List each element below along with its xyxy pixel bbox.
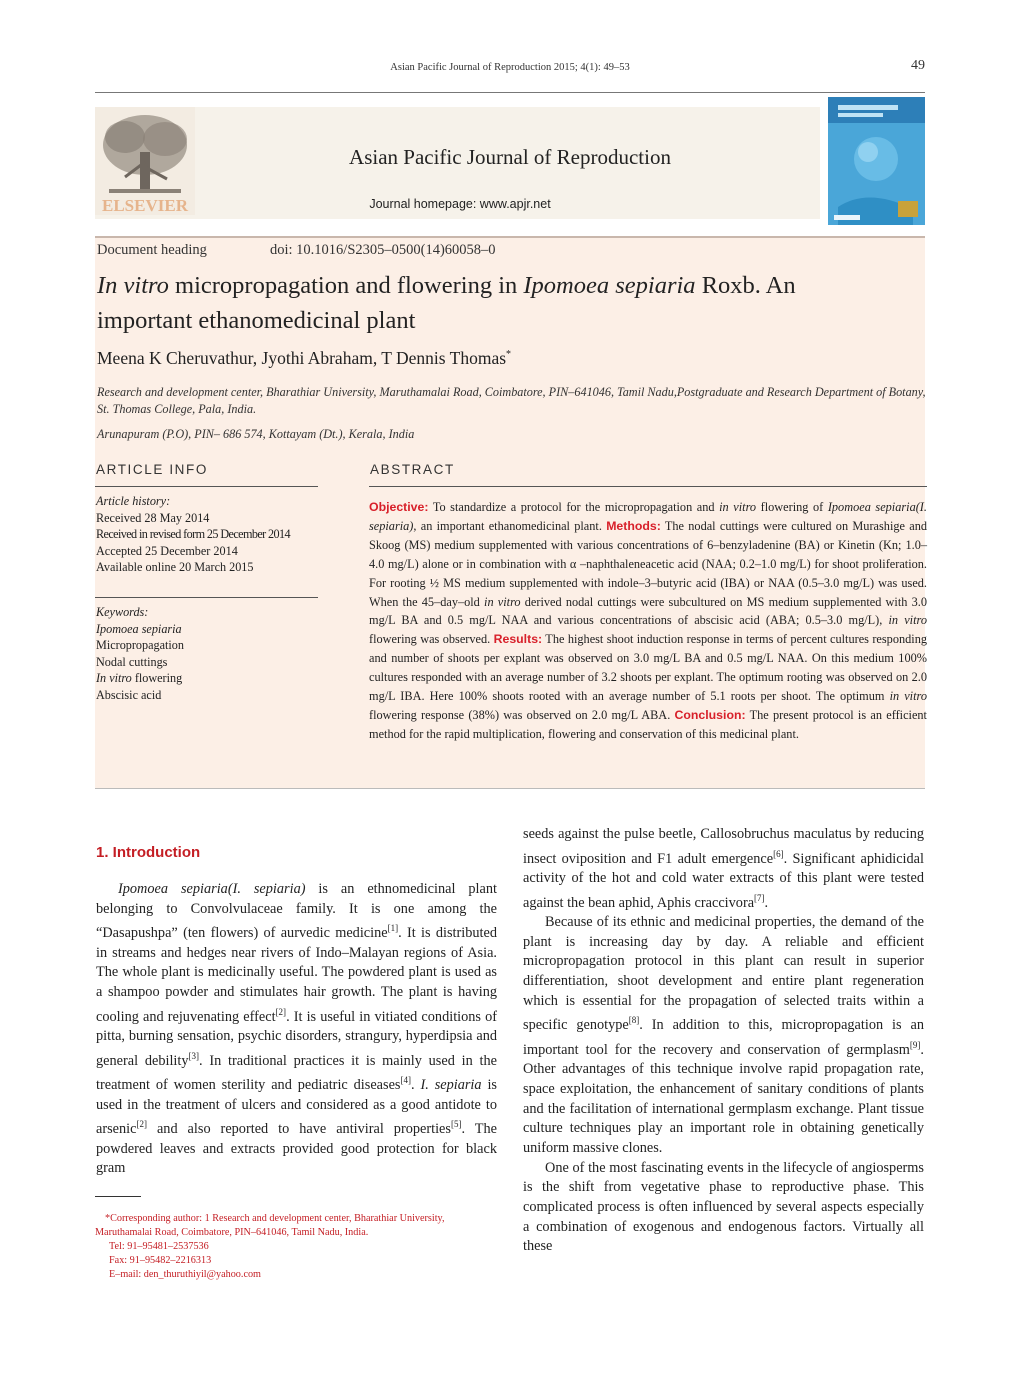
abstract-text: flowering of — [756, 500, 828, 514]
introduction-heading: 1. Introduction — [96, 844, 201, 861]
journal-cover-image — [828, 97, 925, 225]
body-text: is an ethnomedicinal plant belonging to Convolvulaceae family. It is one among the “Dasapushpa” (ten flowers) of aurvedic medicine — [96, 881, 497, 942]
abstract-body — [369, 498, 927, 744]
elsevier-logo — [95, 107, 195, 215]
body-text: . — [764, 894, 769, 911]
running-head: Asian Pacific Journal of Reproduction 2015; 4(1): 49–53 — [390, 62, 630, 73]
body-italic: I. sepiaria — [420, 1076, 482, 1093]
history-revised: Received in revised form 25 December 2014 — [96, 527, 291, 542]
abstract-text: The highest shoot induction response in terms of percent cultures responding and number of shoots per explant was observed on 3.0 mg/L BA and 0.5 mg/L NAA. On this medium 100% cultures responded with an average number of 3.2 shoots per explant. The optimum rooting was observed on 2.0 mg/L IBA. Here 100% shoots rooted with an average number of 5.1 roots per shoot. The optimum — [369, 632, 927, 704]
abstract-text: The present protocol is an efficient method for the rapid multiplication, flowering and conservation of this medicinal plant. — [369, 707, 927, 741]
citation[interactable]: [5] — [450, 1119, 462, 1130]
doi[interactable]: doi: 10.1016/S2305–0500(14)60058–0 — [270, 242, 496, 258]
abstract-italic: in vitro — [484, 594, 521, 609]
methods-label: Methods: — [606, 518, 661, 533]
document-heading: Document heading — [97, 242, 207, 258]
abstract-text: To standardize a protocol for the micropropagation and — [428, 500, 720, 514]
title-part: important ethanomedicinal plant — [97, 307, 416, 334]
paragraph — [523, 825, 924, 913]
body-column-right — [523, 825, 924, 1257]
abstract-italic: in vitro — [719, 500, 757, 514]
page-number: 49 — [911, 58, 925, 73]
body-text: . Other advantages of this technique involve rapid propagation rate, space exploitation, the enhancement of sanitary conditions of plants and the facilitation of international germplasm exchange. Plant tissue culture techniques play an important role in obtaining genetically uniform massive clones. — [523, 1041, 924, 1156]
keyword — [96, 670, 318, 687]
title-part: Ipomoea sepiaria — [523, 272, 696, 299]
citation[interactable]: [9] — [909, 1039, 921, 1050]
paragraph: One of the most fascinating events in the lifecycle of angiosperms is the shift from vegetative phase to reproductive phase. This complicated process is often influenced by several aspects especially a combination of exogenous and endogenous factors. Virtually all these — [523, 1159, 924, 1255]
abstract-italic: in vitro — [888, 613, 927, 628]
title-part: Roxb. An — [695, 272, 796, 299]
body-italic: Ipomoea sepiaria(I. sepiaria) — [118, 881, 306, 897]
history-accepted: Accepted 25 December 2014 — [96, 543, 238, 558]
keyword: Abscisic acid — [96, 687, 162, 702]
body-text: Because of its ethnic and medicinal properties, the demand of the plant is increasing day by day. A reliable and efficient micropropagation protocol in this plant can result in superior differentiation, shoot development and entire plant regeneration which is essential for the propagation of selected traits within a specific genotype — [523, 914, 924, 1034]
conclusion-label: Conclusion: — [674, 707, 746, 722]
body-text: . In addition to this, micropropagation is an important tool for the recovery and conservation of germplasm — [523, 1017, 924, 1058]
body-text: . It is useful in vitiated conditions of pitta, burning sensation, psychic disorders, strangury, hyperdipsia and general debility — [96, 1008, 498, 1069]
citation[interactable]: [6] — [773, 848, 784, 859]
citation[interactable]: [1] — [387, 923, 399, 934]
body-text: seeds against the pulse beetle, Callosobruchus maculatus by reducing insect oviposition and F1 adult emergence — [523, 826, 924, 867]
corresponding-mark: * — [506, 349, 512, 361]
abstract-text: flowering was observed. — [369, 632, 494, 647]
keyword-part: flowering — [131, 671, 183, 686]
body-text: and also reported to have antiviral properties — [146, 1121, 451, 1138]
abstract-text: flowering response (38%) was observed on 2.0 mg/L ABA. — [369, 707, 675, 722]
header-divider — [95, 92, 925, 93]
abstract-italic: Ipomoea sepiaria(I. sepiaria) — [369, 500, 927, 533]
corresponding-author-footnote — [95, 1212, 495, 1282]
footnote-line: *Corresponding author: 1 Research and development center, Bharathiar University, Maruthamalai Road, Coimbatore, PIN–641046, Tamil Nadu, India. — [95, 1213, 445, 1238]
footnote-tel: Tel: 91–95481–2537536 — [109, 1241, 209, 1252]
citation[interactable]: [8] — [628, 1015, 640, 1026]
body-text: . It is distributed in streams and hedges near rivers of Indo–Malayan regions of Asia. The whole plant is medicinally useful. The powdered plant is used as a shampoo powder and stimulates hair growth. The plant is having cooling and rejuvenating effect — [96, 925, 497, 1025]
article-info-rule — [95, 486, 318, 487]
keywords — [96, 604, 318, 704]
history-online: Available online 20 March 2015 — [96, 560, 254, 575]
keyword: Micropropagation — [96, 638, 184, 653]
paragraph — [96, 880, 497, 1179]
objective-label: Objective: — [369, 500, 429, 514]
journal-homepage[interactable]: Journal homepage: www.apjr.net — [369, 197, 551, 211]
history-label: Article history: — [96, 494, 171, 508]
band-top-rule — [95, 236, 925, 238]
keyword: Nodal cuttings — [96, 654, 168, 669]
authors-text: Meena K Cheruvathur, Jyothi Abraham, T Dennis Thomas — [97, 348, 507, 368]
abstract-text: , an important ethanomedicinal plant. — [413, 518, 607, 533]
affiliation: Arunapuram (P.O), PIN– 686 574, Kottayam (Dt.), Kerala, India — [97, 427, 415, 441]
article-info-heading: ARTICLE INFO — [96, 462, 208, 477]
keyword-part: In vitro — [96, 671, 132, 686]
abstract-italic: in vitro — [889, 689, 927, 704]
journal-title: Asian Pacific Journal of Reproduction — [349, 145, 671, 169]
svg-text:ELSEVIER: ELSEVIER — [102, 196, 188, 215]
body-column-left — [96, 880, 497, 1179]
body-text: . Significant aphidicidal activity of the hot and cold water extracts of this plant were tested against the bean aphid, Aphis craccivora — [523, 850, 924, 911]
article-history — [96, 493, 318, 576]
author-list — [97, 348, 511, 369]
results-label: Results: — [493, 632, 543, 647]
abstract-heading: ABSTRACT — [370, 462, 455, 477]
footnote-rule — [95, 1196, 141, 1197]
body-text: . In traditional practices it is mainly used in the treatment of women sterility and pediatric diseases — [96, 1052, 497, 1093]
body-text: . — [411, 1076, 421, 1093]
abstract-rule — [369, 486, 927, 487]
article-title — [97, 268, 929, 338]
keyword: Ipomoea sepiaria — [96, 621, 182, 636]
abstract-text: The nodal cuttings were cultured on Murashige and Skoog (MS) medium supplemented with various concentrations of 6–benzyladenine (BA) or Kinetin (Kn; 1.0–4.0 mg/L) alone or in combination with α –naphthaleneacetic acid (NAA; 0.2–1.0 mg/L) for shoot proliferation. For rooting ½ MS medium supplemented with indole–3–butyric acid (IBA) or NAA (0.5–3.0 mg/L) was used. When the 45–day–old — [369, 518, 927, 609]
affiliation: Research and development center, Bharathiar University, Maruthamalai Road, Coimbatore, PIN–641046, Tamil Nadu,Postgraduate and Research Department of Botany, St. Thomas College, Pala, India. — [97, 385, 926, 416]
band-bottom-rule — [95, 788, 925, 789]
citation[interactable]: [2] — [136, 1119, 147, 1130]
footnote-email[interactable]: E–mail: den_thuruthiyil@yahoo.com — [109, 1269, 261, 1280]
footnote-fax: Fax: 91–95482–2216313 — [109, 1255, 212, 1266]
body-text: . The powdered leaves and extracts provided good protection for black gram — [96, 1121, 497, 1177]
abstract-text: derived nodal cuttings were subcultured on MS medium supplemented with 3.0 mg/L BA and 0.5 mg/L NAA and various concentrations of abscisic acid (ABA; 0.5–3.0 mg/L), — [369, 594, 927, 628]
citation[interactable]: [2] — [275, 1006, 287, 1017]
paragraph — [523, 913, 924, 1158]
citation[interactable]: [7] — [754, 892, 765, 903]
body-text: is used in the treatment of ulcers and considered as a good antidote to arsenic — [96, 1076, 497, 1138]
history-received: Received 28 May 2014 — [96, 510, 210, 525]
title-part: micropropagation and flowering in — [168, 272, 524, 299]
title-part: In vitro — [97, 272, 169, 299]
citation[interactable]: [4] — [400, 1075, 411, 1086]
citation[interactable]: [3] — [188, 1050, 200, 1061]
keywords-rule — [95, 597, 318, 598]
keywords-label: Keywords: — [96, 605, 149, 619]
